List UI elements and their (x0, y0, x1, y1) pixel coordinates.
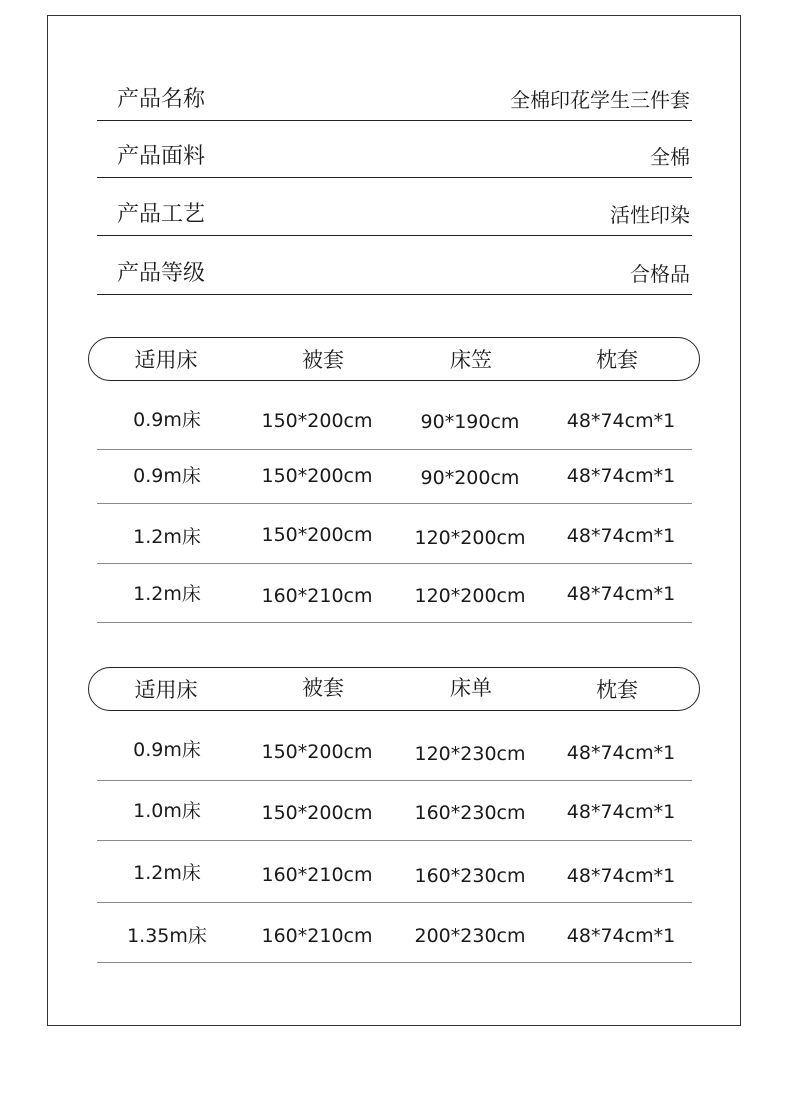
table-cell: 0.9m床 (133, 739, 201, 761)
table-cell: 48*74cm*1 (566, 925, 676, 947)
spec-value: 全棉印花学生三件套 (510, 88, 690, 112)
table2-header-duvet: 被套 (302, 676, 344, 700)
table1-header-bed: 适用床 (134, 348, 198, 372)
table-cell: 48*74cm*1 (566, 525, 676, 547)
spec-row-process (97, 192, 692, 236)
table-cell: 120*230cm (414, 743, 526, 765)
table-row (97, 720, 692, 781)
table-cell: 1.2m床 (133, 862, 201, 884)
table-cell: 150*200cm (261, 524, 373, 546)
table2-header (88, 667, 700, 711)
table-cell: 0.9m床 (133, 465, 201, 487)
table-cell: 48*74cm*1 (566, 583, 676, 605)
table-cell: 160*210cm (261, 864, 373, 886)
spec-label: 产品名称 (117, 87, 206, 112)
table-row (97, 504, 692, 564)
table-cell: 48*74cm*1 (566, 465, 676, 487)
table-cell: 90*190cm (420, 411, 520, 433)
table2-header-pillowcase: 枕套 (596, 678, 638, 702)
table1-header-fitted-sheet: 床笠 (450, 348, 492, 372)
table-cell: 150*200cm (261, 410, 373, 432)
spec-row-name (97, 77, 692, 121)
table-row (97, 903, 692, 963)
spec-row-fabric (97, 134, 692, 178)
spec-value: 活性印染 (610, 203, 690, 227)
table-row (97, 564, 692, 623)
table-cell: 160*210cm (261, 585, 373, 607)
table-row (97, 390, 692, 450)
table-cell: 48*74cm*1 (566, 742, 676, 764)
spec-label: 产品等级 (117, 261, 206, 286)
table-cell: 150*200cm (261, 465, 373, 487)
table1-header-pillowcase: 枕套 (596, 348, 638, 372)
table-cell: 1.2m床 (133, 583, 201, 605)
table1-header (88, 337, 700, 381)
table-cell: 1.2m床 (133, 526, 201, 548)
table2-header-bed: 适用床 (134, 678, 198, 702)
spec-label: 产品面料 (117, 144, 206, 169)
table2-header-flat-sheet: 床单 (450, 676, 492, 700)
table-cell: 160*230cm (414, 802, 526, 824)
table-cell: 120*200cm (414, 585, 526, 607)
spec-label: 产品工艺 (117, 202, 206, 227)
table-row (97, 781, 692, 841)
table-cell: 1.0m床 (133, 800, 201, 822)
table-row (97, 841, 692, 903)
table-cell: 160*210cm (261, 925, 373, 947)
table-row (97, 450, 692, 504)
table-cell: 200*230cm (414, 925, 526, 947)
table-cell: 90*200cm (420, 467, 520, 489)
spec-row-grade (97, 251, 692, 295)
table-cell: 48*74cm*1 (566, 410, 676, 432)
table-cell: 48*74cm*1 (566, 801, 676, 823)
spec-value: 合格品 (630, 262, 690, 286)
table-cell: 120*200cm (414, 527, 526, 549)
table-cell: 48*74cm*1 (566, 865, 676, 887)
table1-header-duvet: 被套 (302, 348, 344, 372)
table-cell: 150*200cm (261, 802, 373, 824)
spec-value: 全棉 (650, 145, 690, 169)
table-cell: 0.9m床 (133, 409, 201, 431)
table-cell: 150*200cm (261, 741, 373, 763)
table-cell: 1.35m床 (127, 925, 207, 947)
table-cell: 160*230cm (414, 865, 526, 887)
